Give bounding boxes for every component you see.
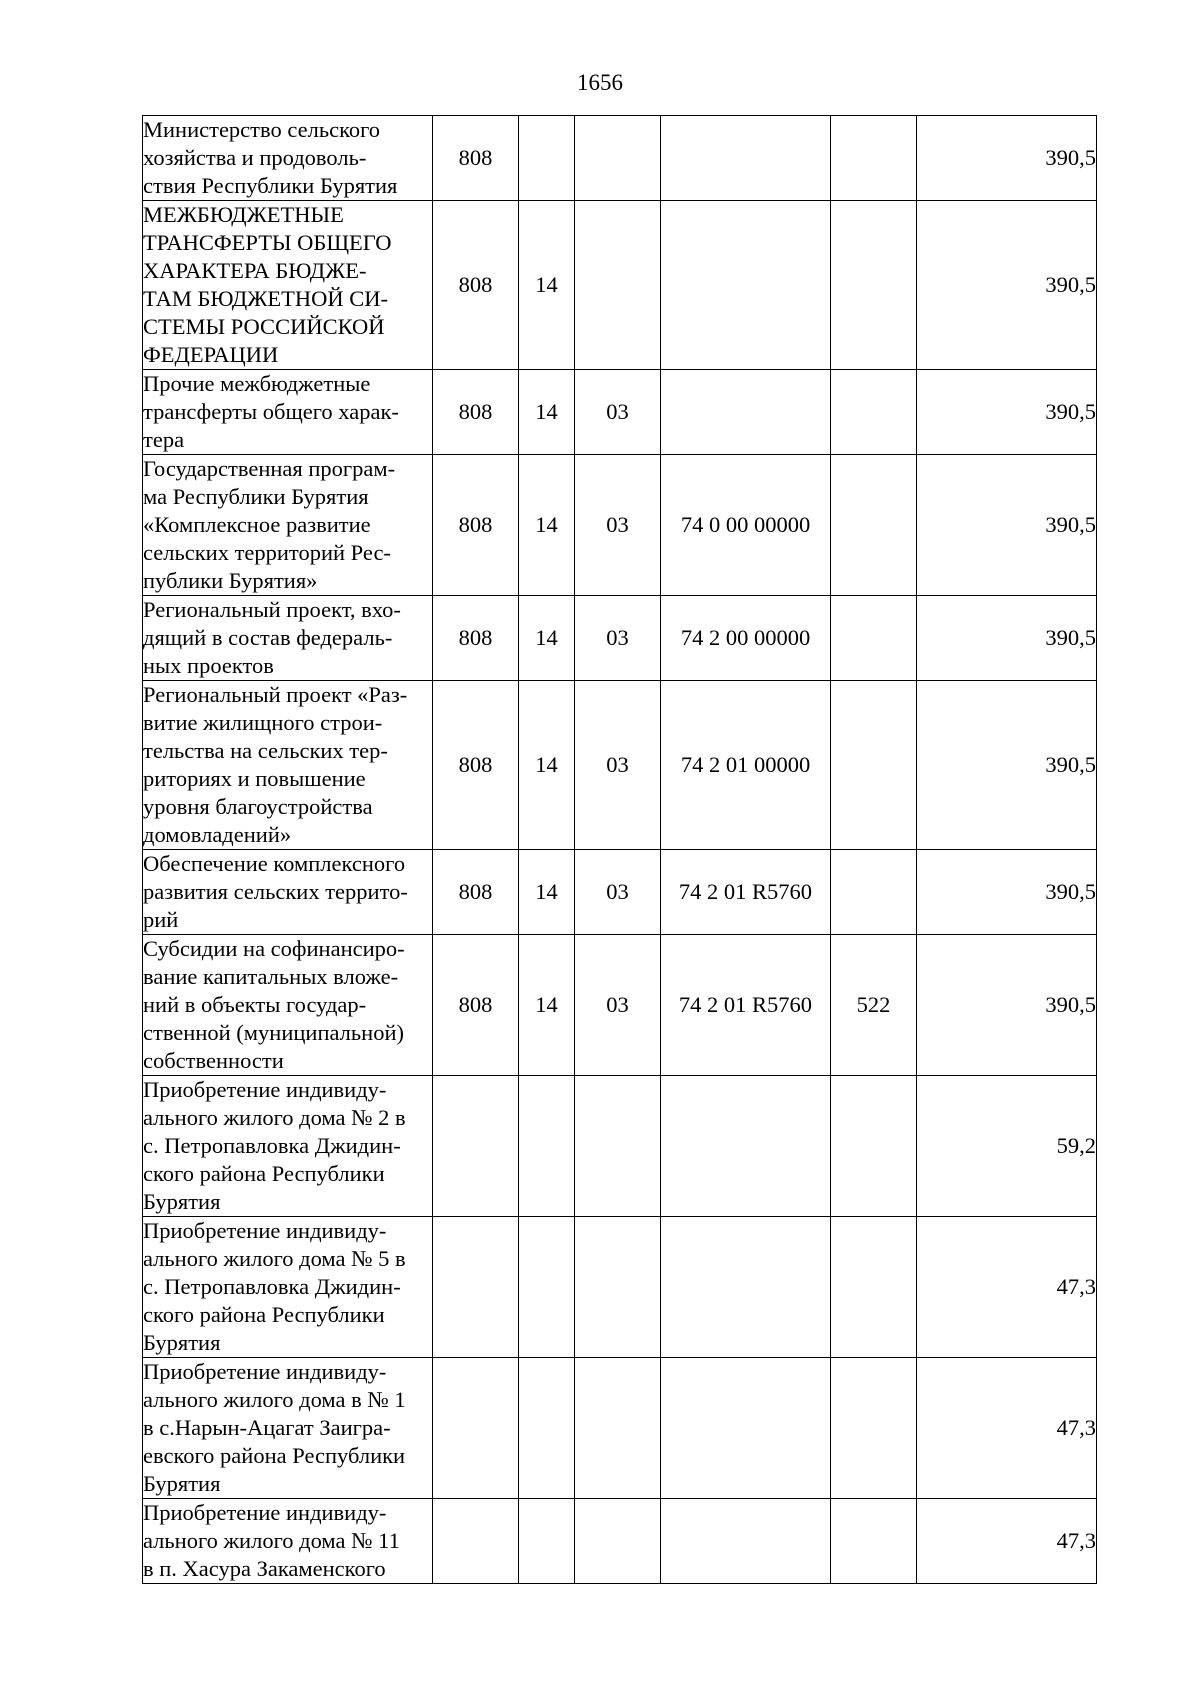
amount-cell: 47,3 xyxy=(917,1499,1097,1584)
table-row xyxy=(143,370,1097,455)
expense-type-cell xyxy=(831,1358,917,1499)
amount-cell: 390,5 xyxy=(917,681,1097,850)
table-row xyxy=(143,1076,1097,1217)
table-row xyxy=(143,1217,1097,1358)
section-cell xyxy=(519,1076,575,1217)
item-name-line: Приобретение индивиду- xyxy=(143,1500,387,1525)
item-name-line: Бурятия xyxy=(143,1189,221,1214)
table-row xyxy=(143,455,1097,596)
item-name-cell xyxy=(143,1358,433,1499)
subsection-cell: 03 xyxy=(575,935,661,1076)
item-name-cell xyxy=(143,596,433,681)
item-name-line: развития сельских террито- xyxy=(143,879,408,904)
expense-type-cell xyxy=(831,850,917,935)
grbs-cell xyxy=(433,1499,519,1584)
item-name-line: Субсидии на софинансиро- xyxy=(143,936,405,961)
item-name-line: с. Петропавловка Джидин- xyxy=(143,1133,401,1158)
table-body xyxy=(143,116,1097,1584)
target-article-cell xyxy=(661,116,831,201)
amount-cell: 47,3 xyxy=(917,1217,1097,1358)
grbs-cell xyxy=(433,1217,519,1358)
subsection-cell xyxy=(575,1076,661,1217)
item-name-line: Региональный проект «Раз- xyxy=(143,682,408,707)
item-name-cell xyxy=(143,370,433,455)
target-article-cell xyxy=(661,370,831,455)
item-name-line: публики Бурятия» xyxy=(143,568,318,593)
amount-cell: 390,5 xyxy=(917,201,1097,370)
grbs-cell: 808 xyxy=(433,596,519,681)
amount-cell: 390,5 xyxy=(917,850,1097,935)
item-name-cell xyxy=(143,850,433,935)
item-name-line: ального жилого дома № 11 xyxy=(143,1528,400,1553)
subsection-cell xyxy=(575,1358,661,1499)
amount-cell: 390,5 xyxy=(917,370,1097,455)
grbs-cell: 808 xyxy=(433,201,519,370)
item-name-cell xyxy=(143,1076,433,1217)
section-cell: 14 xyxy=(519,455,575,596)
table-row xyxy=(143,681,1097,850)
item-name-line: ХАРАКТЕРА БЮДЖЕ- xyxy=(143,258,367,283)
subsection-cell: 03 xyxy=(575,596,661,681)
amount-cell: 390,5 xyxy=(917,116,1097,201)
target-article-cell: 74 0 00 00000 xyxy=(661,455,831,596)
item-name-line: СТЕМЫ РОССИЙСКОЙ xyxy=(143,314,385,339)
item-name-line: ального жилого дома в № 1 xyxy=(143,1387,406,1412)
expense-type-cell xyxy=(831,681,917,850)
item-name-line: сельских территорий Рес- xyxy=(143,540,391,565)
table-row xyxy=(143,116,1097,201)
section-cell: 14 xyxy=(519,596,575,681)
amount-cell: 390,5 xyxy=(917,935,1097,1076)
expense-type-cell xyxy=(831,116,917,201)
section-cell: 14 xyxy=(519,850,575,935)
amount-cell: 390,5 xyxy=(917,455,1097,596)
table-row xyxy=(143,1499,1097,1584)
item-name-line: Обеспечение комплексного xyxy=(143,851,406,876)
expense-type-cell xyxy=(831,596,917,681)
item-name-line: Прочие межбюджетные xyxy=(143,371,371,396)
grbs-cell: 808 xyxy=(433,850,519,935)
section-cell xyxy=(519,1358,575,1499)
section-cell xyxy=(519,1217,575,1358)
item-name-line: тера xyxy=(143,427,185,452)
amount-cell: 59,2 xyxy=(917,1076,1097,1217)
item-name-line: ТАМ БЮДЖЕТНОЙ СИ- xyxy=(143,286,388,311)
item-name-line: уровня благоустройства xyxy=(143,794,373,819)
page-number: 1656 xyxy=(577,70,623,95)
amount-cell: 47,3 xyxy=(917,1358,1097,1499)
item-name-cell xyxy=(143,681,433,850)
table-row xyxy=(143,596,1097,681)
target-article-cell: 74 2 01 R5760 xyxy=(661,935,831,1076)
item-name-cell xyxy=(143,935,433,1076)
target-article-cell xyxy=(661,1076,831,1217)
section-cell xyxy=(519,116,575,201)
subsection-cell: 03 xyxy=(575,681,661,850)
grbs-cell: 808 xyxy=(433,455,519,596)
item-name-line: ма Республики Бурятия xyxy=(143,484,369,509)
item-name-line: ального жилого дома № 2 в xyxy=(143,1105,406,1130)
item-name-line: Бурятия xyxy=(143,1330,221,1355)
item-name-line: Бурятия xyxy=(143,1471,221,1496)
target-article-cell: 74 2 01 00000 xyxy=(661,681,831,850)
item-name-line: ний в объекты государ- xyxy=(143,992,367,1017)
subsection-cell: 03 xyxy=(575,455,661,596)
item-name-line: ского района Республики xyxy=(143,1161,385,1186)
item-name-cell xyxy=(143,455,433,596)
item-name-line: ствия Республики Бурятия xyxy=(143,173,398,198)
item-name-line: собственности xyxy=(143,1048,284,1073)
section-cell: 14 xyxy=(519,681,575,850)
expense-type-cell xyxy=(831,1217,917,1358)
expense-type-cell: 522 xyxy=(831,935,917,1076)
item-name-line: ального жилого дома № 5 в xyxy=(143,1246,406,1271)
section-cell: 14 xyxy=(519,935,575,1076)
target-article-cell xyxy=(661,1499,831,1584)
item-name-line: Приобретение индивиду- xyxy=(143,1359,387,1384)
target-article-cell xyxy=(661,1217,831,1358)
expense-type-cell xyxy=(831,455,917,596)
table-row xyxy=(143,935,1097,1076)
grbs-cell: 808 xyxy=(433,370,519,455)
expense-type-cell xyxy=(831,1076,917,1217)
expense-type-cell xyxy=(831,201,917,370)
item-name-cell xyxy=(143,1217,433,1358)
budget-table xyxy=(142,115,1097,1584)
table-row xyxy=(143,1358,1097,1499)
item-name-line: ФЕДЕРАЦИИ xyxy=(143,342,279,367)
item-name-line: евского района Республики xyxy=(143,1443,406,1468)
subsection-cell: 03 xyxy=(575,370,661,455)
grbs-cell xyxy=(433,1358,519,1499)
table-row xyxy=(143,201,1097,370)
item-name-line: Приобретение индивиду- xyxy=(143,1077,387,1102)
subsection-cell xyxy=(575,1499,661,1584)
item-name-cell xyxy=(143,1499,433,1584)
item-name-line: Государственная програм- xyxy=(143,456,396,481)
item-name-line: тельства на сельских тер- xyxy=(143,738,388,763)
item-name-line: хозяйства и продоволь- xyxy=(143,145,367,170)
item-name-line: риториях и повышение xyxy=(143,766,366,791)
item-name-line: Региональный проект, вхо- xyxy=(143,597,401,622)
section-cell: 14 xyxy=(519,370,575,455)
item-name-line: вание капитальных вложе- xyxy=(143,964,399,989)
item-name-line: «Комплексное развитие xyxy=(143,512,371,537)
item-name-line: рий xyxy=(143,907,179,932)
table-row xyxy=(143,850,1097,935)
subsection-cell xyxy=(575,201,661,370)
grbs-cell xyxy=(433,1076,519,1217)
expense-type-cell xyxy=(831,1499,917,1584)
grbs-cell: 808 xyxy=(433,935,519,1076)
item-name-line: трансферты общего харак- xyxy=(143,399,399,424)
item-name-cell xyxy=(143,201,433,370)
item-name-line: с. Петропавловка Джидин- xyxy=(143,1274,401,1299)
item-name-line: ТРАНСФЕРТЫ ОБЩЕГО xyxy=(143,230,392,255)
expense-type-cell xyxy=(831,370,917,455)
item-name-line: в с.Нарын-Ацагат Заигра- xyxy=(143,1415,391,1440)
item-name-line: в п. Хасура Закаменского xyxy=(143,1556,386,1581)
item-name-line: ского района Республики xyxy=(143,1302,385,1327)
item-name-cell xyxy=(143,116,433,201)
item-name-line: домовладений» xyxy=(143,822,292,847)
item-name-line: Министерство сельского xyxy=(143,117,381,142)
target-article-cell xyxy=(661,201,831,370)
section-cell xyxy=(519,1499,575,1584)
item-name-line: витие жилищного строи- xyxy=(143,710,383,735)
target-article-cell: 74 2 00 00000 xyxy=(661,596,831,681)
amount-cell: 390,5 xyxy=(917,596,1097,681)
subsection-cell xyxy=(575,116,661,201)
grbs-cell: 808 xyxy=(433,681,519,850)
item-name-line: ственной (муниципальной) xyxy=(143,1020,404,1045)
item-name-line: МЕЖБЮДЖЕТНЫЕ xyxy=(143,202,344,227)
section-cell: 14 xyxy=(519,201,575,370)
item-name-line: ных проектов xyxy=(143,653,274,678)
target-article-cell xyxy=(661,1358,831,1499)
item-name-line: дящий в состав федераль- xyxy=(143,625,393,650)
grbs-cell: 808 xyxy=(433,116,519,201)
target-article-cell: 74 2 01 R5760 xyxy=(661,850,831,935)
subsection-cell: 03 xyxy=(575,850,661,935)
item-name-line: Приобретение индивиду- xyxy=(143,1218,387,1243)
subsection-cell xyxy=(575,1217,661,1358)
